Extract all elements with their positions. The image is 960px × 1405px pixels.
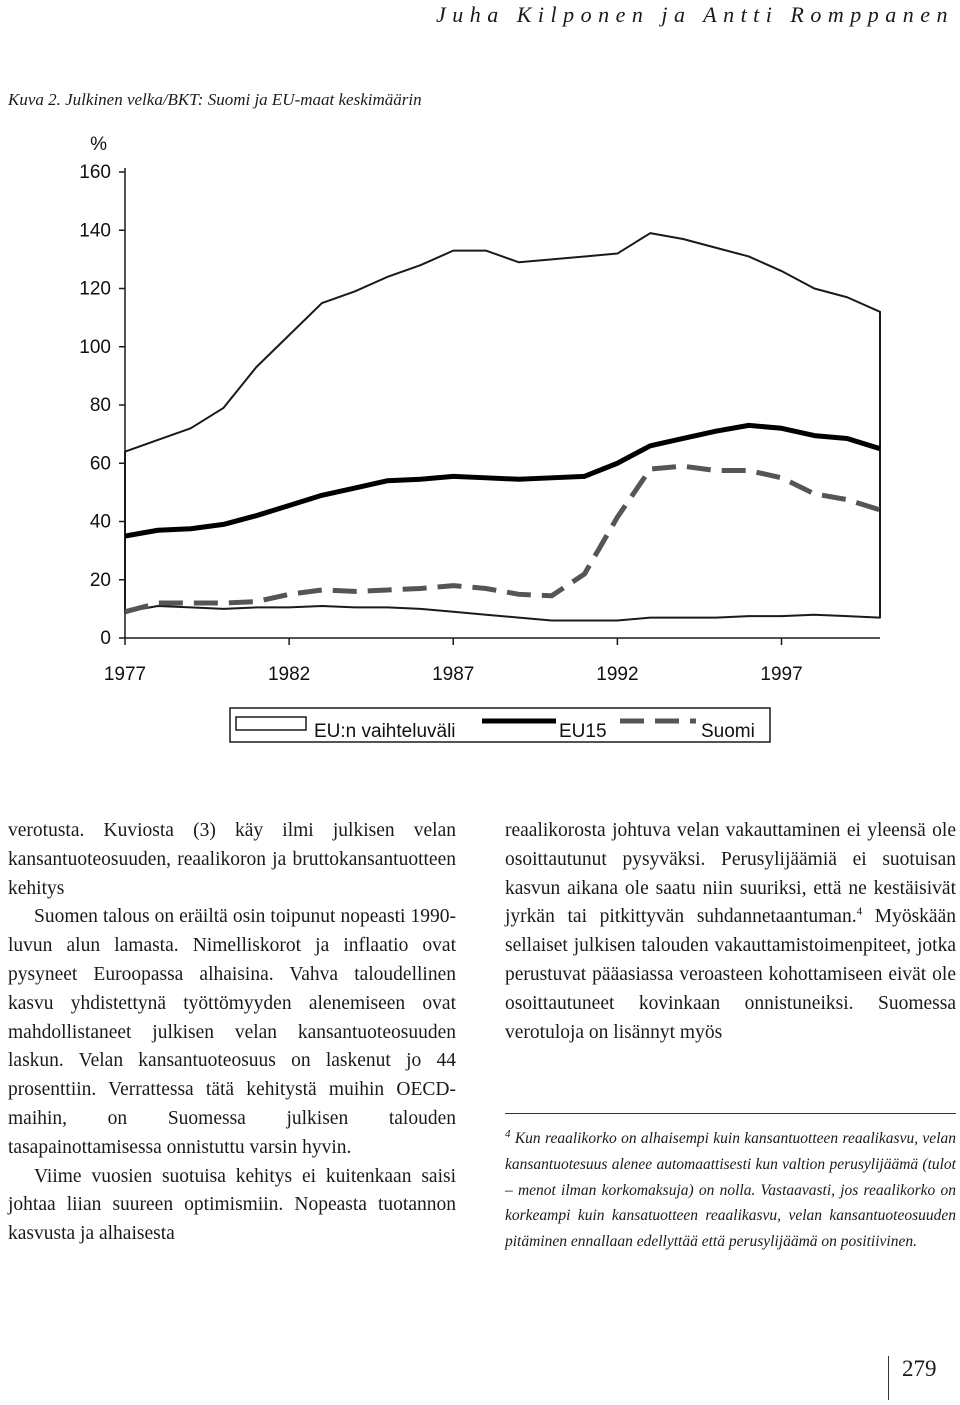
legend-label-range: EU:n vaihteluväli bbox=[314, 721, 456, 742]
legend-label-eu15: EU15 bbox=[559, 721, 607, 742]
x-tick-label: 1982 bbox=[267, 664, 311, 685]
body-text: Myöskään sellaiset julkisen talouden vakauttamistoimenpiteet, jotka perustuvat pääasiassa veroasteen kohottamiseen eivät ole osoittautuneet kovinkaan onnistuneiksi. Suomessa verotuloja on lisännyt myös bbox=[505, 906, 956, 1043]
footnote-text: Kun reaalikorko on alhaisempi kuin kansantuotteen reaalikasvu, velan kansantuotesuus alenee automaattisesti kun valtion perusylijäämä (tulot – menot ilman korkomaksuja) on nolla. Vastaavasti, jos reaalikorko on korkeampi kuin kansatuotteen reaalikasvu, velan kansantuoteosuuden pitäminen ennallaan edellyttää että perusylijäämä on positiivinen. bbox=[505, 1130, 956, 1251]
figure-caption: Kuva 2. Julkinen velka/BKT: Suomi ja EU-maat keskimäärin bbox=[8, 90, 422, 109]
legend-swatch-range bbox=[236, 717, 306, 730]
legend-label-suomi: Suomi bbox=[701, 721, 755, 742]
y-tick-label: 40 bbox=[89, 511, 111, 533]
body-paragraph: Suomen talous on eräiltä osin toipunut nopeasti 1990-luvun alun lamasta. Nimelliskorot ja inflaatio ovat pysyneet Euroopassa alhaisina. Vahva taloudellinen kasvu yhdistettynä työttömyyden alenemiseen ovat mahdollistaneet julkisen velan kansantuoteosuuden laskun. Velan kansantuoteosuus on laskenut jo 44 prosenttiin. Verrattessa tätä kehitystä muihin OECD-maihin, on Suomessa julkisen talouden tasapainottamisessa onnistuttu varsin hyvin. bbox=[8, 906, 456, 1158]
footnote-divider bbox=[505, 1113, 956, 1114]
body-column-right bbox=[505, 817, 956, 1047]
x-tick-label: 1997 bbox=[760, 664, 803, 685]
running-head: Juha Kilponen ja Antti Romppanen bbox=[435, 2, 954, 27]
x-tick-label: 1992 bbox=[596, 664, 639, 685]
x-tick-label: 1977 bbox=[103, 664, 147, 685]
footnote bbox=[505, 1126, 956, 1255]
y-tick-label: 60 bbox=[89, 453, 111, 475]
y-tick-label: 160 bbox=[79, 162, 111, 183]
y-tick-label: 0 bbox=[100, 628, 111, 649]
y-tick-label: 20 bbox=[89, 569, 111, 591]
footnote-marker: 4 bbox=[505, 1127, 511, 1140]
body-paragraph: verotusta. Kuviosta (3) käy ilmi julkisen velan kansantuoteosuuden, reaalikoron ja bruttokansantuotteen kehitys bbox=[8, 820, 456, 899]
page-number: 279 bbox=[902, 1356, 937, 1381]
footnote-reference: 4 bbox=[856, 905, 863, 918]
body-text: reaalikorosta johtuva velan vakauttaminen ei yleensä ole osoittautunut pysyväksi. Perusylijäämiä ei suotuisan kasvun aikana ole saatu niin suuriksi, että ne kestäisivät jyrkän tai pitkittyvän suhdannetaantuman. bbox=[505, 820, 956, 928]
y-tick-label: 120 bbox=[79, 278, 111, 300]
body-column-left bbox=[8, 817, 456, 1249]
legend-box bbox=[230, 708, 770, 742]
body-paragraph bbox=[505, 817, 956, 1047]
y-axis-unit-label: % bbox=[90, 134, 107, 155]
y-tick-label: 80 bbox=[89, 395, 111, 416]
debt-ratio-chart bbox=[0, 120, 960, 760]
x-tick-label: 1987 bbox=[432, 664, 475, 685]
page-number-divider bbox=[888, 1356, 889, 1400]
y-tick-label: 100 bbox=[79, 336, 111, 358]
body-paragraph: Viime vuosien suotuisa kehitys ei kuitenkaan saisi johtaa liian suureen optimismiin. Nopeasta tuotannon kasvusta ja alhaisesta bbox=[8, 1165, 456, 1245]
y-tick-label: 140 bbox=[79, 220, 111, 242]
